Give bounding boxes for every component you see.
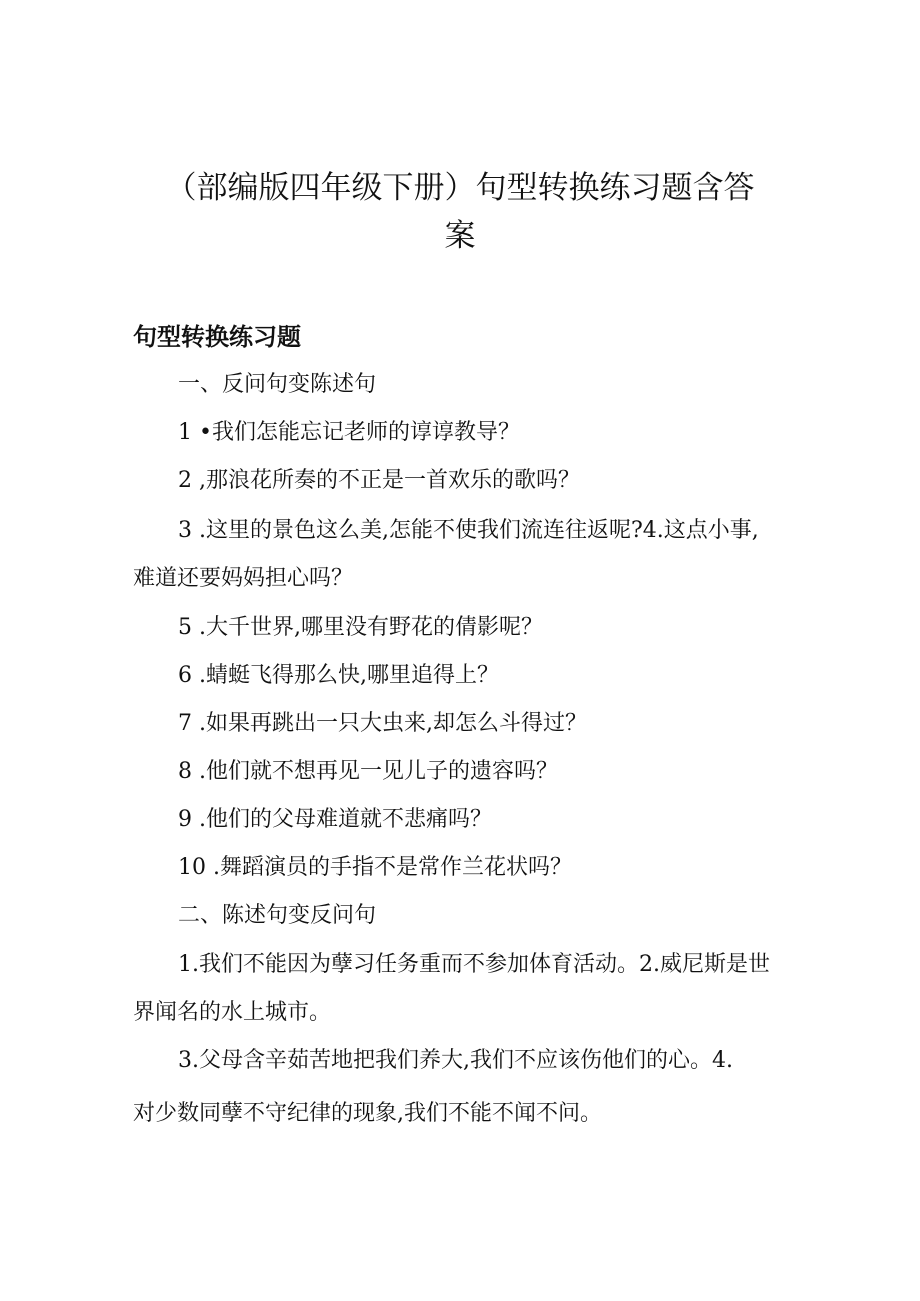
exercise-line: 10 .舞蹈演员的手指不是常作兰花状吗？ <box>178 855 572 880</box>
exercise-line: 2 ,那浪花所奏的不正是一首欢乐的歌吗？ <box>178 468 580 493</box>
exercise-line: 9 .他们的父母难道就不悲痛吗？ <box>178 807 492 832</box>
exercise-line: 8 .他们就不想再见一见儿子的遗容吗？ <box>178 759 558 784</box>
document-title-line-1: （部编版四年级下册）句型转换练习题含答 <box>165 170 755 206</box>
section2-label: 二、陈述句变反问句 <box>178 903 377 928</box>
exercise-line: 1.我们不能因为孽习任务重而不参加体育活动。2.威尼斯是世 <box>178 952 770 977</box>
exercise-line: 6 .蜻蜓飞得那么快,哪里追得上？ <box>178 663 499 688</box>
exercise-line: 对少数同孽不守纪律的现象,我们不能不闻不问。 <box>133 1101 602 1126</box>
exercise-line: 7 .如果再跳出一只大虫来,却怎么斗得过？ <box>178 711 587 736</box>
exercise-line: 3.父母含辛茹苦地把我们养大,我们不应该伤他们的心。4. <box>178 1048 733 1073</box>
document-title-line-2: 案 <box>444 218 476 254</box>
section-heading: 句型转换练习题 <box>133 323 301 351</box>
exercise-line: 3 .这里的景色这么美,怎能不使我们流连往返呢?4.这点小事, <box>178 518 759 543</box>
exercise-line: 5 .大千世界,哪里没有野花的倩影呢？ <box>178 615 543 640</box>
exercise-line: 界闻名的水上城市。 <box>133 1000 332 1025</box>
section1-label: 一、反问句变陈述句 <box>178 372 377 397</box>
exercise-line: 1 •我们怎能忘记老师的谆谆教导？ <box>178 420 520 445</box>
exercise-line: 难道还要妈妈担心吗？ <box>133 566 354 591</box>
